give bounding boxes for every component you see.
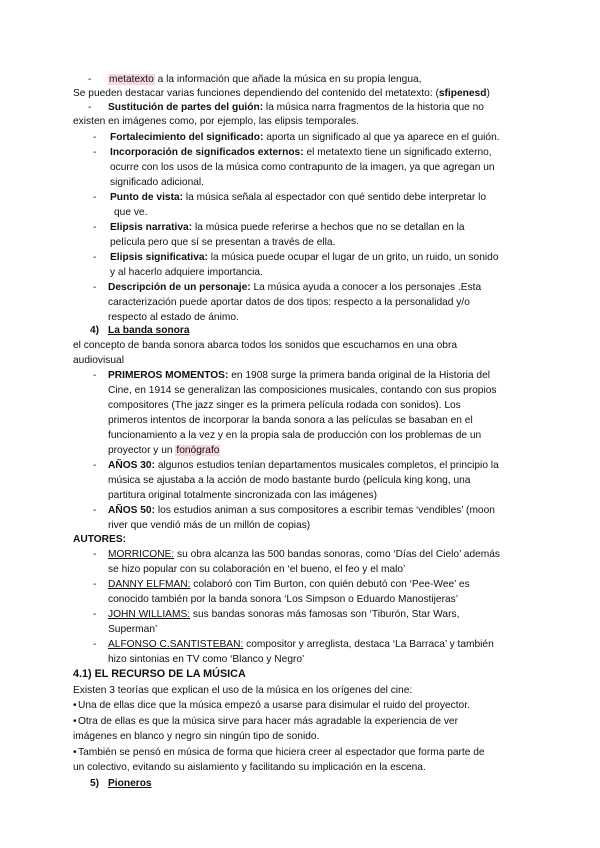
period-item: PRIMEROS MOMENTOS: en 1908 surge la primera banda original de la Historia del (108, 370, 491, 381)
functions-intro: Se pueden destacar varias funciones dependiendo del contenido del metatexto: (sfipenesd) (73, 88, 490, 99)
period-item-cont: river que vendió más de un millón de copias) (108, 520, 311, 531)
list-dash: - (93, 609, 97, 620)
theory-item: Una de ellas dice que la música empezó a usarse para disimular el ruido del proyector. (78, 700, 470, 711)
theory-item: Otra de ellas es que la música sirve para hacer más agradable la experiencia de ver (78, 716, 458, 727)
authors-heading: AUTORES: (73, 534, 127, 545)
author-item-cont: hizo sintonias en TV como ‘Blanco y Negro’ (108, 654, 305, 665)
list-dash: - (93, 222, 97, 233)
bullet: • (73, 716, 77, 727)
function-item: Descripción de un personaje: La música ayuda a conocer a los personajes .Esta (108, 282, 482, 293)
theory-item: También se pensó en música de forma que hiciera creer al espectador que forma parte de (78, 747, 485, 758)
bullet: • (73, 747, 77, 758)
section-number: 5) (90, 778, 100, 789)
list-dash: - (93, 147, 97, 158)
period-item-cont: compositores (The jazz singer es la primera película rodada con sonidos). Los (108, 400, 461, 411)
theory-item-cont: un colectivo, evitando su aislamiento y facilitando su implicación en la escena. (73, 762, 426, 773)
function-item-cont: caracterización puede aportar datos de dos tipos: respecto a la personalidad y/o (108, 297, 470, 308)
author-item-cont: Superman’ (108, 624, 158, 635)
period-item-cont: Cine, en 1914 se generalizan las composiciones musicales, contando con sus propios (108, 385, 497, 396)
function-item: Sustitución de partes del guión: la música narra fragmentos de la historia que no (108, 102, 484, 113)
period-item: AÑOS 50: los estudios animan a sus compositores a escribir temas ‘vendibles’ (moon (108, 505, 495, 516)
function-item: Elipsis narrativa: la música puede referirse a hechos que no se detallan en la (110, 222, 465, 233)
section-intro: Existen 3 teorías que explican el uso de la música en los orígenes del cine: (73, 685, 413, 696)
section-number: 4) (90, 325, 100, 336)
author-item: DANNY ELFMAN: colaboró con Tim Burton, con quién debutó con ‘Pee-Wee’ es (108, 579, 470, 590)
list-dash: - (88, 102, 92, 113)
function-item: Fortalecimiento del significado: aporta un significado al que ya aparece en el guión. (110, 132, 500, 143)
list-dash: - (93, 370, 97, 381)
section-intro: audiovisual (73, 355, 124, 366)
list-dash: - (88, 74, 92, 85)
list-dash: - (93, 192, 97, 203)
function-item-cont: significado adicional. (110, 177, 205, 188)
period-item-cont: partitura original totalmente sincronizada con las imágenes) (108, 490, 377, 501)
period-item-cont: música se ajustaba a la acción de modo bastante burdo (película king kong, una (108, 475, 471, 486)
author-item: MORRICONE: su obra alcanza las 500 bandas sonoras, como ‘Días del Cielo’ además (108, 549, 501, 560)
section-intro: el concepto de banda sonora abarca todos los sonidos que escuchamos en una obra (73, 340, 457, 351)
author-item: JOHN WILLIAMS: sus bandas sonoras más famosas son ‘Tiburón, Star Wars, (108, 609, 460, 620)
period-item-cont: primeros intentos de incorporar la banda sonora a las películas se basaban en el (108, 415, 473, 426)
function-item-cont: que ve. (114, 207, 148, 218)
function-item: Punto de vista: la música señala al espectador con qué sentido debe interpretar lo (110, 192, 487, 203)
section-title: Pioneros (108, 778, 152, 789)
function-item-cont: respecto al estado de ánimo. (108, 312, 239, 323)
metatexto-line: metatexto a la información que añade la música en su propia lengua, (109, 74, 422, 85)
highlighted-term: fonógrafo (176, 445, 220, 456)
list-dash: - (93, 639, 97, 650)
list-dash: - (93, 252, 97, 263)
highlighted-term: metatexto (109, 74, 154, 85)
function-item-cont: existen en imágenes como, por ejemplo, las elipsis temporales. (73, 116, 359, 127)
list-dash: - (93, 505, 97, 516)
bullet: • (73, 700, 77, 711)
function-item-cont: película pero que sí se presentan a través de ella. (110, 237, 336, 248)
section-title: La banda sonora (108, 325, 190, 336)
list-dash: - (93, 549, 97, 560)
author-item: ALFONSO C.SANTISTEBAN: compositor y arreglista, destaca ‘La Barraca’ y también (108, 639, 494, 650)
list-dash: - (93, 132, 97, 143)
list-dash: - (93, 460, 97, 471)
function-item: Incorporación de significados externos: el metatexto tiene un significado externo, (110, 147, 492, 158)
list-dash: - (93, 282, 97, 293)
author-item-cont: se hizo popular con su colaboración en ‘el bueno, el feo y el malo’ (108, 564, 406, 575)
section-title: 4.1) EL RECURSO DE LA MÚSICA (73, 668, 246, 680)
list-dash: - (93, 579, 97, 590)
function-item-cont: y al hacerlo adquiere importancia. (110, 267, 263, 278)
theory-item-cont: imágenes en blanco y negro sin ningún tipo de sonido. (73, 731, 320, 742)
author-item-cont: conocido también por la banda sonora ‘Los Simpson o Eduardo Manostijeras’ (108, 594, 458, 605)
function-item-cont: ocurre con los usos de la música como contrapunto de la imagen, ya que agregan un (110, 162, 495, 173)
period-item-cont: proyector y un fonógrafo (108, 445, 220, 456)
function-item: Elipsis significativa: la música puede ocupar el lugar de un grito, un ruido, un sonido (110, 252, 499, 263)
period-item-cont: funcionamiento a la vez y en la propia sala de producción con los problemas de un (108, 430, 482, 441)
period-item: AÑOS 30: algunos estudios tenían departamentos musicales completos, el principio la (108, 460, 499, 471)
